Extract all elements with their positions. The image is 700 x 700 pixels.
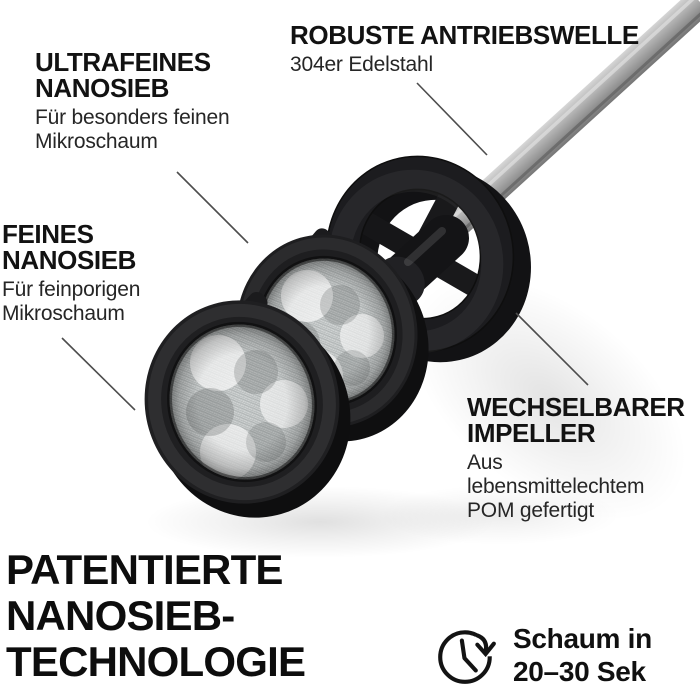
annotation-title-line: NANOSIEB [35, 73, 170, 103]
annotation-title-line: WECHSELBARER [467, 392, 685, 422]
annotation-body-line: Für besonders feinen [35, 106, 230, 129]
annotation-body-line: Aus [467, 451, 503, 474]
headline [6, 547, 305, 685]
annotation-body-line: 304er Edelstahl [290, 53, 433, 76]
annotation-drive-shaft [290, 22, 639, 77]
annotation-body-line: Mikroschaum [35, 130, 158, 153]
leader-line-ultrafine-sieve [177, 172, 248, 243]
annotation-fine-sieve [2, 221, 140, 326]
headline-line: TECHNOLOGIE [6, 638, 306, 685]
leader-line-fine-sieve [62, 338, 135, 410]
annotation-title-line: ULTRAFEINES [35, 47, 211, 77]
badge-text-line: Schaum in [513, 623, 652, 654]
foam-time-badge [433, 622, 652, 688]
annotation-impeller [467, 394, 685, 523]
annotation-title-line: IMPELLER [467, 418, 596, 448]
leader-line-drive-shaft [417, 83, 487, 155]
clock-rotate-icon [433, 622, 499, 688]
headline-line: NANOSIEB- [6, 592, 235, 639]
annotation-ultrafine-sieve [35, 49, 229, 154]
annotation-title-line: ROBUSTE ANTRIEBSWELLE [290, 20, 639, 50]
badge-text-line: 20–30 Sek [513, 656, 646, 687]
annotation-body-line: POM gefertigt [467, 499, 594, 522]
annotation-body-line: Mikroschaum [2, 302, 125, 325]
annotation-title-line: NANOSIEB [2, 245, 137, 275]
annotation-title-line: FEINES [2, 219, 94, 249]
headline-line: PATENTIERTE [6, 546, 283, 593]
annotation-body-line: Für feinporigen [2, 278, 141, 301]
annotation-body-line: lebensmittelechtem [467, 475, 645, 498]
